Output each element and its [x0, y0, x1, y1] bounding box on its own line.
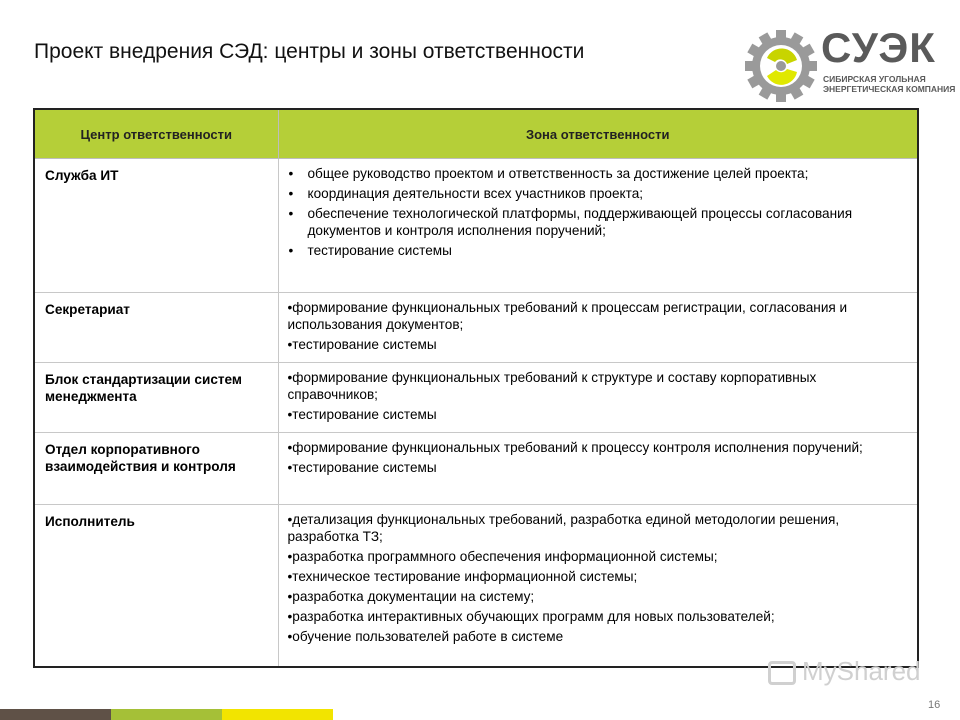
- gear-logo-icon: [745, 22, 817, 106]
- zone-item: • тестирование системы: [288, 336, 910, 353]
- row-zone: [278, 159, 918, 293]
- table-row: [34, 505, 918, 667]
- watermark: [768, 656, 921, 687]
- table-row: [34, 159, 918, 293]
- header-center: Центр ответственности: [34, 109, 278, 159]
- logo-subtitle: [823, 74, 955, 94]
- zone-item: • разработка документации на систему;: [288, 588, 910, 605]
- suek-logo: [745, 22, 956, 106]
- zone-item: • обучение пользователей работе в системе: [288, 628, 910, 645]
- watermark-text: MyShared: [802, 656, 921, 686]
- table-row: [34, 363, 918, 433]
- stripe-dark: [0, 709, 111, 720]
- zone-item: • обеспечение технологической платформы, поддерживающей процессы согласования документов и контроля исполнения поручений;: [288, 205, 910, 239]
- zone-item: • разработка программного обеспечения информационной системы;: [288, 548, 910, 565]
- table-row: [34, 293, 918, 363]
- stripe-yellow: [222, 709, 333, 720]
- row-center: Блок стандартизации систем менеджмента: [34, 363, 278, 433]
- row-zone: [278, 363, 918, 433]
- row-zone: [278, 293, 918, 363]
- logo-subtitle-line1: СИБИРСКАЯ УГОЛЬНАЯ: [823, 74, 926, 84]
- zone-item: • тестирование системы: [288, 406, 910, 423]
- footer-stripes: [0, 709, 333, 720]
- row-center: Исполнитель: [34, 505, 278, 667]
- zone-item: • тестирование системы: [288, 242, 910, 259]
- zone-item: • формирование функциональных требований к процессам регистрации, согласования и использования документов;: [288, 299, 910, 333]
- zone-item: • техническое тестирование информационной системы;: [288, 568, 910, 585]
- logo-subtitle-line2: ЭНЕРГЕТИЧЕСКАЯ КОМПАНИЯ: [823, 84, 956, 94]
- row-center: Секретариат: [34, 293, 278, 363]
- table-header-row: [34, 109, 918, 159]
- zone-item: • формирование функциональных требований к процессу контроля исполнения поручений;: [288, 439, 910, 456]
- zone-item: • формирование функциональных требований к структуре и составу корпоративных справочников;: [288, 369, 910, 403]
- row-center: Отдел корпоративного взаимодействия и контроля: [34, 433, 278, 505]
- stripe-green: [111, 709, 222, 720]
- row-zone: [278, 505, 918, 667]
- page-number: 16: [928, 699, 941, 711]
- zone-item: • разработка интерактивных обучающих программ для новых пользователей;: [288, 608, 910, 625]
- zone-item: • детализация функциональных требований, разработка единой методологии решения, разработка ТЗ;: [288, 511, 910, 545]
- logo-brand: СУЭК: [821, 24, 936, 71]
- row-zone: [278, 433, 918, 505]
- page-title: Проект внедрения СЭД: центры и зоны ответственности: [34, 40, 585, 63]
- table-row: [34, 433, 918, 505]
- zone-item: • общее руководство проектом и ответственность за достижение целей проекта;: [288, 165, 910, 182]
- header-zone: Зона ответственности: [278, 109, 918, 159]
- row-center: Служба ИТ: [34, 159, 278, 293]
- responsibility-table: [33, 108, 919, 668]
- presentation-icon: [768, 661, 796, 685]
- zone-item: • координация деятельности всех участников проекта;: [288, 185, 910, 202]
- zone-item: • тестирование системы: [288, 459, 910, 476]
